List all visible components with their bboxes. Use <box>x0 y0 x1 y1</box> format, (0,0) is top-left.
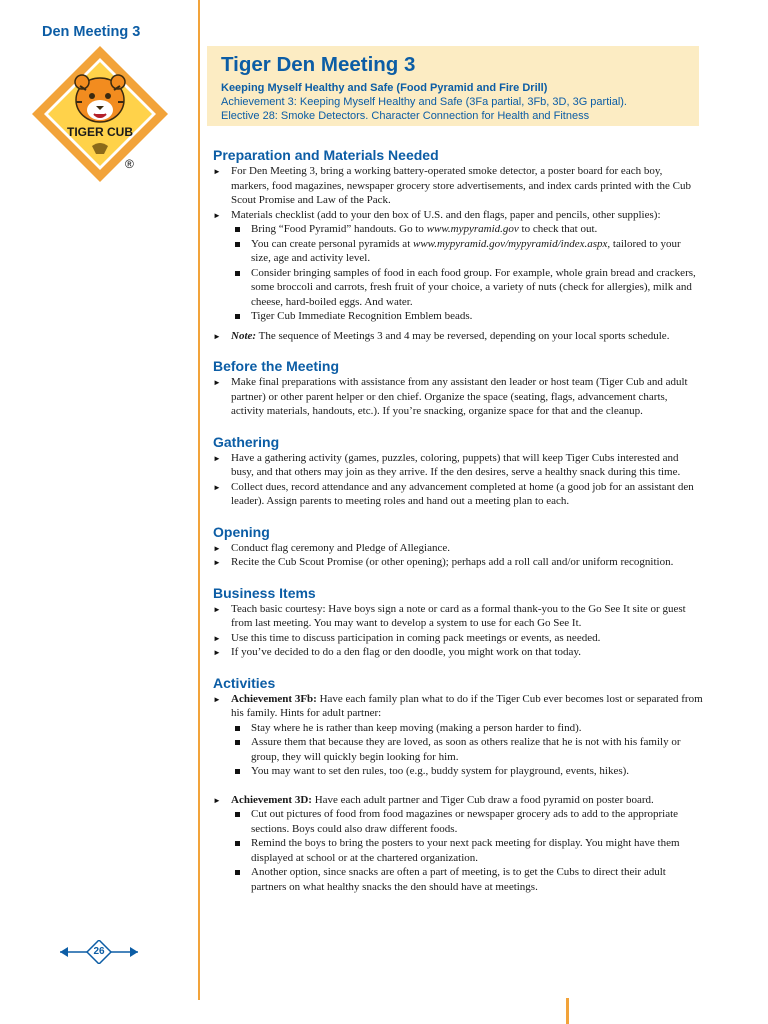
sub-list-item <box>231 222 703 237</box>
text: You can create personal pyramids at <box>251 237 413 250</box>
side-label: Den Meeting 3 <box>42 24 141 40</box>
meeting-header <box>207 46 699 126</box>
sub-list-item: Remind the boys to bring the posters to your next pack meeting for display. You might have them displayed at school or at the chartered organization. <box>231 836 703 865</box>
section-heading: Preparation and Materials Needed <box>213 147 439 163</box>
list-item: ► Use this time to discuss participation in coming pack meetings or events, as needed. <box>213 631 703 646</box>
text: tailored to your size, age and activity level. <box>251 237 681 264</box>
url-link[interactable]: www.mypyramid.gov/mypyramid/index.aspx, <box>413 237 611 250</box>
list-item: ► If you’ve decided to do a den flag or den doodle, you might work on that today. <box>213 645 703 660</box>
achievement-label: Achievement 3Fb: <box>231 692 317 705</box>
main-content <box>213 146 703 894</box>
section-heading: Gathering <box>213 433 280 450</box>
list-item: ► Make final preparations with assistance from any assistant den leader or host team (Tiger Cub and adult partner) or other parent helper or den chief. Organize the space (seating, flags, advancement charts, activity materials, handouts, etc.). If you’re snacking, organize space for that and the cleanup. <box>213 375 703 419</box>
list-item: ► Recite the Cub Scout Promise (or other opening); perhaps add a roll call and/or uniform recognition. <box>213 555 703 570</box>
list-item: ► Teach basic courtesy: Have boys sign a note or card as a formal thank-you to the Go See It site or guest from last meeting. You may want to develop a system to use for each Go See It. <box>213 602 703 631</box>
sub-list-item: Tiger Cub Immediate Recognition Emblem beads. <box>231 309 703 324</box>
list-item <box>213 208 703 324</box>
sub-list-item: You may want to set den rules, too (e.g., buddy system for playground, events, hikes). <box>231 764 703 779</box>
url-link[interactable]: www.mypyramid.gov <box>426 223 519 235</box>
text: Bring “Food Pyramid” handouts. Go to <box>251 223 427 235</box>
achievement-label: Achievement 3D: <box>231 793 312 806</box>
sub-list-item: Stay where he is rather than keep moving (making a person harder to find). <box>231 721 703 736</box>
text: to check that out. <box>518 223 598 235</box>
tiger-cub-logo <box>30 44 170 184</box>
list-item <box>213 793 703 895</box>
list-item: ► Have a gathering activity (games, puzzles, coloring, puppets) that will keep Tiger Cubs interested and busy, and that others may join as they arrive. If the den desires, serve a healthy snack during this time. <box>213 451 703 480</box>
list-item <box>213 329 703 344</box>
logo-text: TIGER CUB <box>67 125 133 139</box>
page-title: Tiger Den Meeting 3 <box>221 53 416 76</box>
sub-list-item: Cut out pictures of food from food magazines or newspaper grocery ads to add to the appropriate sections. Boys could also draw different foods. <box>231 807 703 836</box>
note-text: The sequence of Meetings 3 and 4 may be reversed, depending on your local sports schedule. <box>256 329 670 342</box>
orange-tick <box>566 998 569 1024</box>
orange-divider <box>198 0 200 1000</box>
list-item: ► Conduct flag ceremony and Pledge of Allegiance. <box>213 541 703 556</box>
sub-list-item <box>231 237 703 266</box>
section-activities <box>213 674 703 895</box>
note-label: Note: <box>231 329 257 342</box>
achievement-text: Have each family plan what to do if the Tiger Cub ever becomes lost or separated from his family. Hints for adult partner: <box>231 692 703 719</box>
list-item: ► Collect dues, record attendance and any advancement completed at home (a good job for an assistant den leader). Assign parents to meeting roles and hand out a meeting plan to each. <box>213 480 703 509</box>
registered-mark: ® <box>125 157 134 171</box>
section-heading: Before the Meeting <box>213 358 340 374</box>
page-number: 26 <box>93 946 105 957</box>
section-business-items <box>213 584 703 660</box>
list-item: ► For Den Meeting 3, bring a working battery-operated smoke detector, a poster board for each boy, markers, food magazines, newspaper grocery store advertisements, and index cards printed with the Cub Scout Promise and Law of the Pack. <box>213 164 703 208</box>
header-subtitle: Keeping Myself Healthy and Safe (Food Pyramid and Fire Drill) <box>221 82 548 94</box>
section-preparation <box>213 146 703 343</box>
sub-list-item: Assure them that because they are loved, as soon as others realize that he is not with his family or group, they will quickly begin looking for him. <box>231 735 703 764</box>
section-heading: Business Items <box>213 584 316 601</box>
section-opening <box>213 523 703 570</box>
section-gathering <box>213 433 703 509</box>
list-item <box>213 692 703 779</box>
section-before-meeting <box>213 357 703 419</box>
header-achievement: Achievement 3: Keeping Myself Healthy and Safe (3Fa partial, 3Fb, 3D, 3G partial). <box>221 96 627 108</box>
section-heading: Activities <box>213 674 276 691</box>
section-heading: Opening <box>213 523 270 540</box>
list-item-text: Materials checklist (add to your den box of U.S. and den flags, paper and pencils, other supplies): <box>231 208 661 221</box>
header-elective: Elective 28: Smoke Detectors. Character Connection for Health and Fitness <box>221 110 590 122</box>
achievement-text: Have each adult partner and Tiger Cub draw a food pyramid on poster board. <box>311 793 654 806</box>
sub-list-item: Another option, since snacks are often a part of meeting, is to get the Cubs to direct their adult partners on what healthy snacks the den should have at meetings. <box>231 865 703 894</box>
sub-list-item: Consider bringing samples of food in each food group. For example, whole grain bread and crackers, some broccoli and carrots, fresh fruit of your choice, a variety of nuts (check for allergies), milk and cheese, hard-boiled eggs. And water. <box>231 266 703 310</box>
